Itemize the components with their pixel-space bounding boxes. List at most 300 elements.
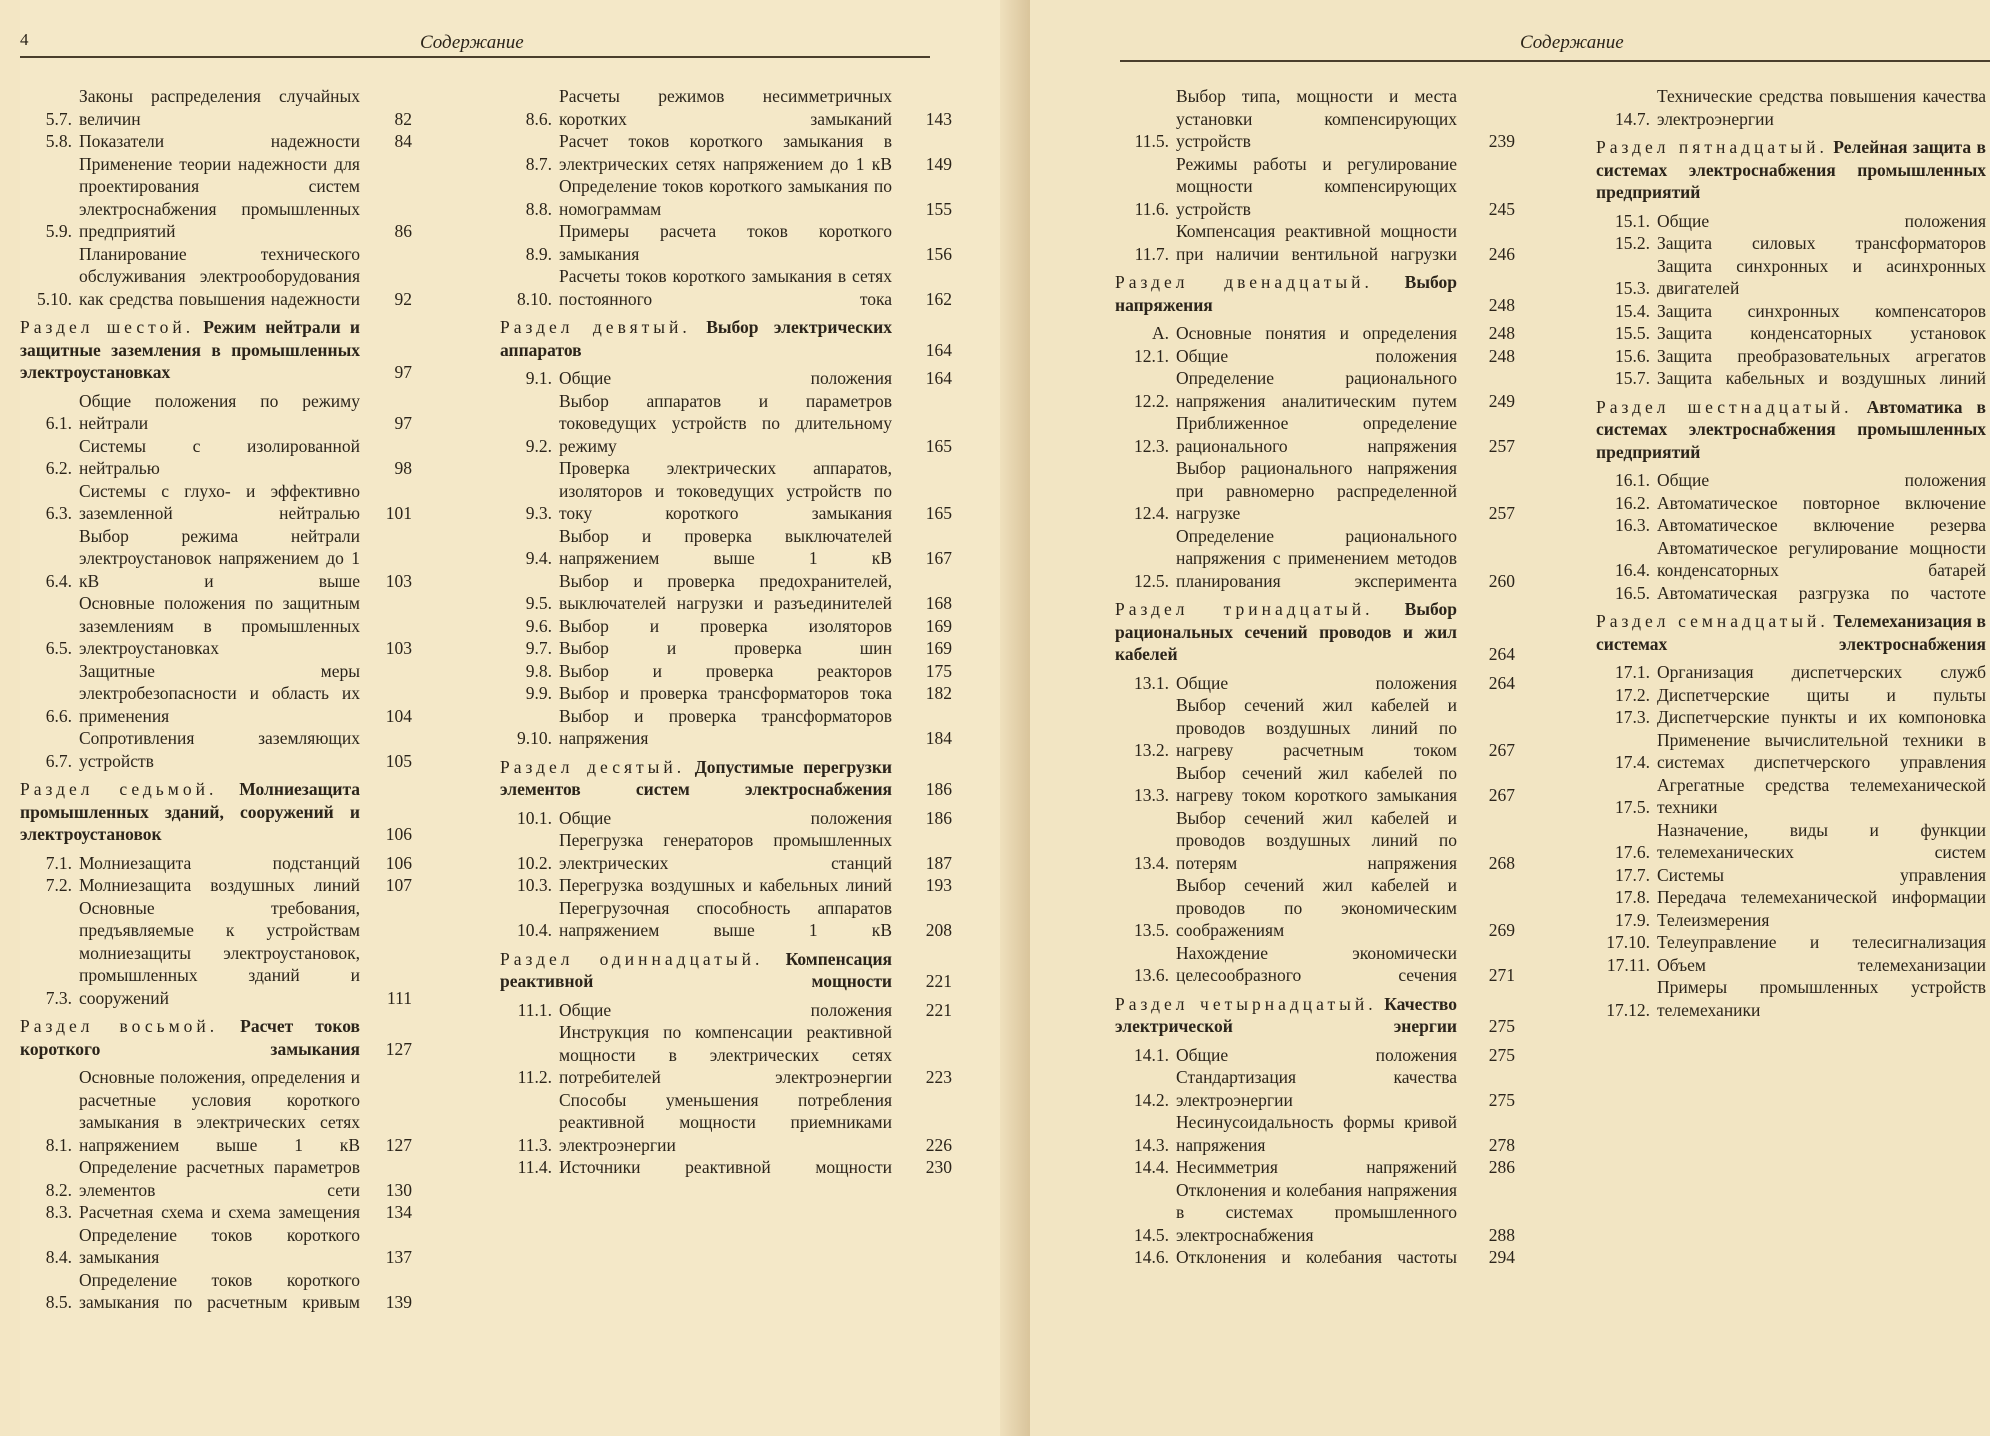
toc-entry	[20, 727, 412, 772]
toc-entry	[1115, 1044, 1515, 1067]
entry-number: 10.2.	[517, 852, 552, 873]
toc-entry	[1115, 1246, 1515, 1269]
section-heading	[1596, 396, 2000, 464]
page-ref: 130	[385, 1179, 412, 1200]
section-label: Раздел девятый.	[500, 317, 691, 337]
entry-number: 17.6.	[1615, 842, 1650, 862]
entry-title: Применение теории надежности для проектирования систем электроснабжения промышленных предприятий	[79, 153, 360, 241]
entry-title: Защита кабельных и воздушных линий	[1657, 368, 1986, 388]
entry-title: Расчеты токов короткого замыкания в сетях постоянного тока	[559, 266, 892, 309]
entry-number: 14.7.	[1615, 108, 1650, 129]
page-ref: 164	[925, 339, 952, 360]
page-ref: 186	[925, 779, 952, 799]
entry-number: 6.6.	[45, 705, 72, 726]
scan-edge	[1990, 0, 2000, 1454]
entry-number: 15.5.	[1615, 323, 1650, 343]
entry-number: 17.8.	[1615, 887, 1650, 907]
toc-entry	[20, 85, 412, 130]
entry-title: Источники реактивной мощности	[559, 1157, 892, 1177]
entry-title: Автоматическое регулирование мощности конденсаторных батарей	[1657, 537, 1986, 580]
toc-entry	[1115, 322, 1515, 345]
page-ref: 104	[385, 705, 412, 726]
entry-number: 11.7.	[1134, 243, 1169, 264]
entry-title: Диспетчерские щиты и пульты	[1657, 684, 1986, 705]
page-ref: 143	[925, 108, 952, 129]
page-ref: 257	[1488, 503, 1515, 523]
section-heading	[1596, 136, 2000, 204]
entry-title: Организация диспетчерских служб	[1657, 662, 1986, 682]
toc-entry	[1115, 345, 1515, 368]
entry-title: Защита конденсаторных установок	[1657, 323, 1986, 343]
page-ref: 84	[394, 131, 412, 151]
section-label: Раздел восьмой.	[20, 1016, 219, 1036]
entry-title: Выбор и проверка изоляторов	[559, 615, 892, 636]
toc-entry	[1596, 367, 2000, 390]
page-ref: 246	[1488, 243, 1515, 264]
toc-entry	[1596, 300, 2000, 323]
toc-entry	[1115, 525, 1515, 593]
entry-number: 5.9.	[45, 221, 72, 241]
page-ref: 156	[925, 243, 952, 264]
entry-title: Примеры расчета токов короткого замыкания	[559, 221, 892, 264]
page-ref: 165	[925, 435, 952, 456]
entry-title: Выбор и проверка предохранителей, выключателей нагрузки и разъединителей	[559, 570, 892, 613]
toc-entry	[1115, 1111, 1515, 1156]
toc-entry	[500, 874, 952, 897]
page-ref: 221	[925, 999, 952, 1020]
page-ref: 169	[925, 615, 952, 636]
entry-number: 6.5.	[45, 638, 72, 658]
toc-entry	[1596, 729, 2000, 774]
entry-title: Основные положения по защитным заземлениям в промышленных электроустановках	[79, 593, 360, 658]
page-ref: 137	[385, 1247, 412, 1267]
section-title: Выбор напряжения	[1115, 272, 1457, 315]
section-heading	[1115, 993, 1515, 1038]
page-ref: 139	[385, 1292, 412, 1312]
toc-entry	[500, 637, 952, 660]
toc-entry	[1596, 582, 2000, 605]
toc-entry	[20, 660, 412, 728]
entry-title: Общие положения по режиму нейтрали	[79, 390, 360, 433]
page-ref: 208	[925, 920, 952, 940]
section-title: Автоматика в системах электроснабжения промышленных предприятий	[1596, 396, 1987, 462]
toc-entry	[500, 829, 952, 874]
section-label: Раздел шестнадцатый.	[1596, 396, 1853, 417]
page-ref: 275	[1488, 1044, 1515, 1065]
entry-title: Определение рационального напряжения аналитическим путем	[1176, 368, 1457, 411]
entry-number: 14.6.	[1134, 1247, 1169, 1267]
section-title: Выбор электрических аппаратов	[500, 317, 892, 360]
entry-title: Отклонения и колебания частоты	[1176, 1247, 1457, 1267]
toc-entry	[1115, 457, 1515, 525]
toc-entry	[500, 390, 952, 458]
entry-number: 11.6.	[1134, 198, 1169, 219]
toc-entry	[500, 807, 952, 830]
page-ref: 260	[1488, 570, 1515, 591]
entry-number: 13.1.	[1134, 672, 1169, 693]
toc-entry	[1115, 85, 1515, 153]
entry-title: Общие положения	[1176, 1044, 1457, 1065]
page-ref: 221	[925, 971, 952, 991]
toc-entry	[20, 243, 412, 311]
toc-entry	[20, 435, 412, 480]
entry-title: Автоматическое повторное включение	[1657, 492, 1986, 513]
entry-title: Перегрузка воздушных и кабельных линий	[559, 875, 892, 895]
right-page	[1030, 0, 2000, 1440]
entry-title: Расчет токов короткого замыкания в электрических сетях напряжением до 1 кВ	[559, 131, 892, 174]
entry-title: Выбор и проверка трансформаторов тока	[559, 683, 892, 703]
toc-entry	[1596, 537, 2000, 582]
toc-entry	[20, 1201, 412, 1224]
entry-title: Расчетная схема и схема замещения	[79, 1202, 360, 1222]
entry-number: 16.2.	[1615, 492, 1650, 513]
entry-title: Выбор режима нейтрали электроустановок напряжением до 1 кВ и выше	[79, 525, 360, 591]
page-ref: 230	[925, 1157, 952, 1177]
toc-entry	[1596, 954, 2000, 977]
entry-title: Защита синхронных и асинхронных двигателей	[1657, 255, 1986, 298]
entry-number: 10.4.	[517, 920, 552, 940]
toc-entry	[20, 897, 412, 1010]
toc-entry	[500, 999, 952, 1022]
entry-number: 6.4.	[45, 570, 72, 591]
section-title: Расчет токов короткого замыкания	[20, 1016, 360, 1059]
section-title: Релейная защита в системах электроснабжения промышленных предприятий	[1596, 137, 1986, 202]
toc-entry	[20, 390, 412, 435]
section-heading	[1115, 271, 1515, 316]
entry-number: 12.5.	[1134, 570, 1169, 591]
page-ref: 134	[385, 1202, 412, 1222]
entry-number: 6.3.	[45, 503, 72, 523]
entry-title: Основные понятия и определения	[1176, 323, 1457, 343]
entry-number: 14.5.	[1134, 1224, 1169, 1245]
toc-entry	[500, 1021, 952, 1089]
entry-number: 14.3.	[1134, 1134, 1169, 1155]
entry-number: 13.2.	[1134, 740, 1169, 760]
page-ref: 164	[925, 368, 952, 388]
entry-number: 8.5.	[45, 1292, 72, 1312]
entry-number: 6.7.	[45, 750, 72, 771]
entry-title: Молниезащита воздушных линий	[79, 875, 360, 895]
section-heading	[500, 316, 952, 361]
page-ref: 267	[1488, 740, 1515, 760]
page-ref: 223	[925, 1067, 952, 1087]
entry-title: Примеры промышленных устройств телемеханики	[1657, 977, 1986, 1020]
entry-number: 17.1.	[1615, 662, 1650, 682]
toc-entry	[1596, 345, 2000, 368]
entry-number: 7.3.	[45, 987, 72, 1008]
entry-title: Основные требования, предъявляемые к устройствам молниезащиты электроустановок, промышленных зданий и сооружений	[79, 897, 360, 1008]
toc-entry	[20, 1156, 412, 1201]
entry-number: 7.1.	[45, 852, 72, 873]
page-ref: 286	[1488, 1157, 1515, 1177]
entry-number: 17.5.	[1615, 797, 1650, 817]
page-ref: 226	[925, 1134, 952, 1155]
entry-title: Планирование технического обслуживания электрооборудования как средства повышения надежности	[79, 243, 360, 309]
entry-title: Определение рационального напряжения с применением методов планирования эксперимента	[1176, 525, 1457, 591]
entry-title: Общие положения	[559, 368, 892, 388]
entry-title: Определение токов короткого замыкания по номограммам	[559, 176, 892, 219]
entry-number: 9.5.	[525, 593, 552, 613]
toc-entry	[1596, 864, 2000, 887]
toc-entry	[500, 570, 952, 615]
entry-title: Инструкция по компенсации реактивной мощности в электрических сетях потребителей электроэнергии	[559, 1022, 892, 1087]
entry-title: Выбор сечений жил кабелей и проводов по экономическим соображениям	[1176, 875, 1457, 940]
page-ref: 97	[394, 362, 412, 382]
entry-title: Проверка электрических аппаратов, изоляторов и токоведущих устройств по току короткого замыкания	[559, 458, 892, 523]
section-title: Выбор рациональных сечений проводов и жил кабелей	[1115, 599, 1457, 664]
entry-number: 5.8.	[45, 131, 72, 151]
entry-number: 7.2.	[45, 875, 72, 895]
entry-title: Выбор рационального напряжения при равномерно распределенной нагрузке	[1176, 458, 1457, 523]
toc-entry	[1115, 220, 1515, 265]
toc-entry	[500, 265, 952, 310]
entry-number: 9.6.	[525, 615, 552, 636]
page-ref: 82	[394, 108, 412, 129]
toc-entry	[1115, 942, 1515, 987]
entry-number: 8.6.	[525, 108, 552, 129]
entry-number: 15.6.	[1615, 345, 1650, 366]
entry-number: 9.7.	[525, 638, 552, 658]
toc-entry	[1596, 774, 2000, 819]
entry-number: 17.7.	[1615, 864, 1650, 885]
section-label: Раздел десятый.	[500, 756, 686, 777]
section-title: Допустимые перегрузки элементов систем электроснабжения	[500, 756, 892, 799]
toc-entry	[500, 615, 952, 638]
entry-number: 15.1.	[1615, 210, 1650, 231]
entry-number: 10.1.	[517, 807, 552, 828]
entry-title: Телеуправление и телесигнализация	[1657, 932, 1986, 952]
entry-title: Несимметрия напряжений	[1176, 1157, 1457, 1177]
toc-entry	[1596, 931, 2000, 954]
toc-entry	[1115, 694, 1515, 762]
entry-number: 9.9.	[525, 683, 552, 703]
page-ref: 165	[925, 503, 952, 523]
page-number: 4	[20, 30, 29, 49]
entry-number: 8.2.	[45, 1179, 72, 1200]
section-title: Режим нейтрали и защитные заземления в промышленных электроустановках	[20, 317, 361, 382]
toc-entry	[500, 1156, 952, 1179]
page-ref: 101	[385, 503, 412, 523]
page-ref: 103	[385, 638, 412, 658]
entry-number: 5.7.	[45, 108, 72, 129]
entry-title: Выбор аппаратов и параметров токоведущих устройств по длительному режиму	[559, 390, 892, 456]
entry-number: 11.4.	[517, 1157, 552, 1177]
entry-number: 11.2.	[517, 1067, 552, 1087]
section-heading	[1596, 610, 2000, 655]
entry-title: Общие положения	[1176, 672, 1457, 693]
page-ref: 249	[1488, 390, 1515, 411]
entry-number: 12.2.	[1134, 390, 1169, 411]
toc-entry	[1115, 807, 1515, 875]
running-header: Содержание	[420, 32, 524, 53]
toc-entry	[1596, 661, 2000, 684]
entry-title: Приближенное определение рационального напряжения	[1176, 413, 1457, 456]
section-heading	[20, 778, 412, 846]
section-label: Раздел тринадцатый.	[1115, 599, 1374, 619]
page-ref: 92	[394, 288, 412, 309]
entry-number: 12.3.	[1134, 435, 1169, 456]
entry-number: 17.9.	[1615, 909, 1650, 930]
page-ref: 127	[385, 1038, 412, 1059]
entry-title: Основные положения, определения и расчетные условия короткого замыкания в электрических сетях напряжением выше 1 кВ	[79, 1067, 360, 1155]
entry-number: 13.6.	[1134, 965, 1169, 985]
entry-number: 16.1.	[1615, 470, 1650, 490]
toc-entry	[1115, 874, 1515, 942]
entry-number: 8.8.	[525, 198, 552, 219]
entry-number: 14.4.	[1134, 1157, 1169, 1177]
entry-title: Автоматическая разгрузка по частоте	[1657, 582, 1986, 603]
page-ref: 103	[385, 570, 412, 591]
page-ref: 268	[1488, 852, 1515, 873]
entry-title: Системы управления	[1657, 864, 1986, 885]
entry-title: Перегрузка генераторов промышленных электрических станций	[559, 830, 892, 873]
toc-entry	[500, 897, 952, 942]
section-label: Раздел седьмой.	[20, 779, 218, 799]
section-heading	[500, 756, 952, 801]
page-ref: 86	[394, 221, 412, 241]
page-ref: 294	[1488, 1247, 1515, 1267]
page-ref: 248	[1488, 323, 1515, 343]
toc-entry	[20, 874, 412, 897]
entry-number: 14.1.	[1134, 1044, 1169, 1065]
entry-title: Общие положения	[1657, 210, 1986, 231]
entry-number: 9.8.	[525, 660, 552, 681]
toc-entry	[1115, 1066, 1515, 1111]
page-ref: 167	[925, 548, 952, 568]
entry-title: Общие положения	[1176, 345, 1457, 366]
entry-title: Отклонения и колебания напряжения в системах промышленного электроснабжения	[1176, 1179, 1457, 1245]
entry-title: Выбор и проверка реакторов	[559, 660, 892, 681]
entry-title: Телеизмерения	[1657, 909, 1770, 930]
entry-number: 9.1.	[525, 368, 552, 388]
toc-entry	[20, 480, 412, 525]
toc-entry	[1115, 672, 1515, 695]
running-header: Содержание	[1520, 32, 1624, 53]
entry-title: Агрегатные средства телемеханической техники	[1657, 774, 1986, 817]
toc-entry	[20, 852, 412, 875]
toc-entry	[1115, 762, 1515, 807]
entry-number: 8.7.	[525, 153, 552, 174]
toc-entry	[500, 525, 952, 570]
toc-entry	[1596, 909, 2000, 932]
entry-title: Автоматическое включение резерва	[1657, 515, 1986, 535]
entry-title: Защитные меры электробезопасности и область их применения	[79, 660, 360, 726]
toc-entry	[500, 660, 952, 683]
entry-number: 6.1.	[45, 413, 72, 433]
entry-title: Защита силовых трансформаторов	[1657, 233, 1986, 253]
entry-title: Системы с изолированной нейтралью	[79, 435, 360, 478]
toc-entry	[1596, 255, 2000, 300]
entry-title: Нахождение экономически целесообразного сечения	[1176, 942, 1457, 985]
entry-number: 15.4.	[1615, 300, 1650, 321]
page-ref: 269	[1488, 920, 1515, 940]
toc-column-1	[1115, 85, 1515, 1269]
page-ref: 267	[1488, 785, 1515, 805]
section-label: Раздел семнадцатый.	[1596, 611, 1829, 631]
page-ref: 149	[925, 153, 952, 174]
toc-entry	[1596, 322, 2000, 345]
section-label: Раздел пятнадцатый.	[1596, 137, 1828, 157]
page-ref: 275	[1488, 1016, 1515, 1036]
page-ref: 106	[385, 824, 412, 844]
section-title: Молниезащита промышленных зданий, сооружений и электроустановок	[20, 779, 361, 844]
section-heading	[500, 948, 952, 993]
entry-title: Сопротивления заземляющих устройств	[79, 728, 360, 771]
page-ref: 239	[1488, 131, 1515, 151]
entry-number: 15.2.	[1615, 233, 1650, 253]
page-ref: 155	[925, 198, 952, 219]
toc-entry	[20, 1066, 412, 1156]
entry-number: 13.5.	[1134, 920, 1169, 940]
page-ref: 264	[1488, 672, 1515, 693]
entry-title: Общие положения	[1657, 470, 1986, 490]
page-ref: 98	[394, 458, 412, 478]
toc-entry	[20, 153, 412, 243]
page-ref: 271	[1488, 965, 1515, 985]
toc-entry	[20, 130, 412, 153]
toc-entry	[500, 705, 952, 750]
entry-title: Определение расчетных параметров элементов сети	[79, 1157, 360, 1200]
entry-title: Выбор сечений жил кабелей и проводов воздушных линий по потерям напряжения	[1176, 807, 1457, 873]
entry-number: 8.1.	[45, 1134, 72, 1155]
toc-entry	[20, 525, 412, 593]
entry-title: Системы с глухо- и эффективно заземленной нейтралью	[79, 480, 360, 523]
entry-title: Перегрузочная способность аппаратов напряжением выше 1 кВ	[559, 897, 892, 940]
section-title: Компенсация реактивной мощности	[500, 948, 893, 991]
toc-entry	[1596, 492, 2000, 515]
entry-number: 17.4.	[1615, 752, 1650, 772]
page-ref: 106	[385, 852, 412, 873]
entry-number: 16.3.	[1615, 515, 1650, 535]
section-label: Раздел четырнадцатый.	[1115, 993, 1377, 1014]
toc-entry	[1596, 232, 2000, 255]
entry-number: 9.4.	[525, 548, 552, 568]
toc-entry	[1115, 153, 1515, 221]
toc-entry	[1596, 514, 2000, 537]
toc-entry	[1596, 706, 2000, 729]
toc-entry	[1115, 1156, 1515, 1179]
toc-entry	[500, 220, 952, 265]
entry-title: Выбор и проверка шин	[559, 638, 892, 658]
toc-entry	[500, 457, 952, 525]
page-ref: 175	[925, 660, 952, 681]
page-ref: 245	[1488, 198, 1515, 219]
entry-number: 5.10.	[37, 288, 72, 309]
entry-title: Показатели надежности	[79, 131, 360, 151]
entry-title: Несинусоидальность формы кривой напряжения	[1176, 1112, 1457, 1155]
entry-title: Режимы работы и регулирование мощности компенсирующих устройств	[1176, 153, 1457, 219]
toc-entry	[500, 1089, 952, 1157]
entry-number: 11.5.	[1134, 131, 1169, 151]
toc-entry	[500, 367, 952, 390]
toc-entry	[1596, 684, 2000, 707]
entry-number: 15.7.	[1615, 368, 1650, 388]
entry-number: 9.2.	[525, 435, 552, 456]
entry-number: 8.10.	[517, 288, 552, 309]
header-rule	[1120, 60, 2000, 62]
page-ref: 248	[1488, 345, 1515, 366]
toc-entry	[500, 682, 952, 705]
entry-number: 9.3.	[525, 503, 552, 523]
page-ref: 107	[385, 875, 412, 895]
section-heading	[20, 1015, 412, 1060]
toc-column-2	[1596, 85, 2000, 1021]
entry-title: Определение токов короткого замыкания	[79, 1224, 360, 1267]
toc-entry	[20, 1224, 412, 1269]
toc-entry	[1596, 819, 2000, 864]
page-ref: 168	[925, 593, 952, 613]
entry-title: Выбор сечений жил кабелей по нагреву током короткого замыкания	[1176, 762, 1457, 805]
